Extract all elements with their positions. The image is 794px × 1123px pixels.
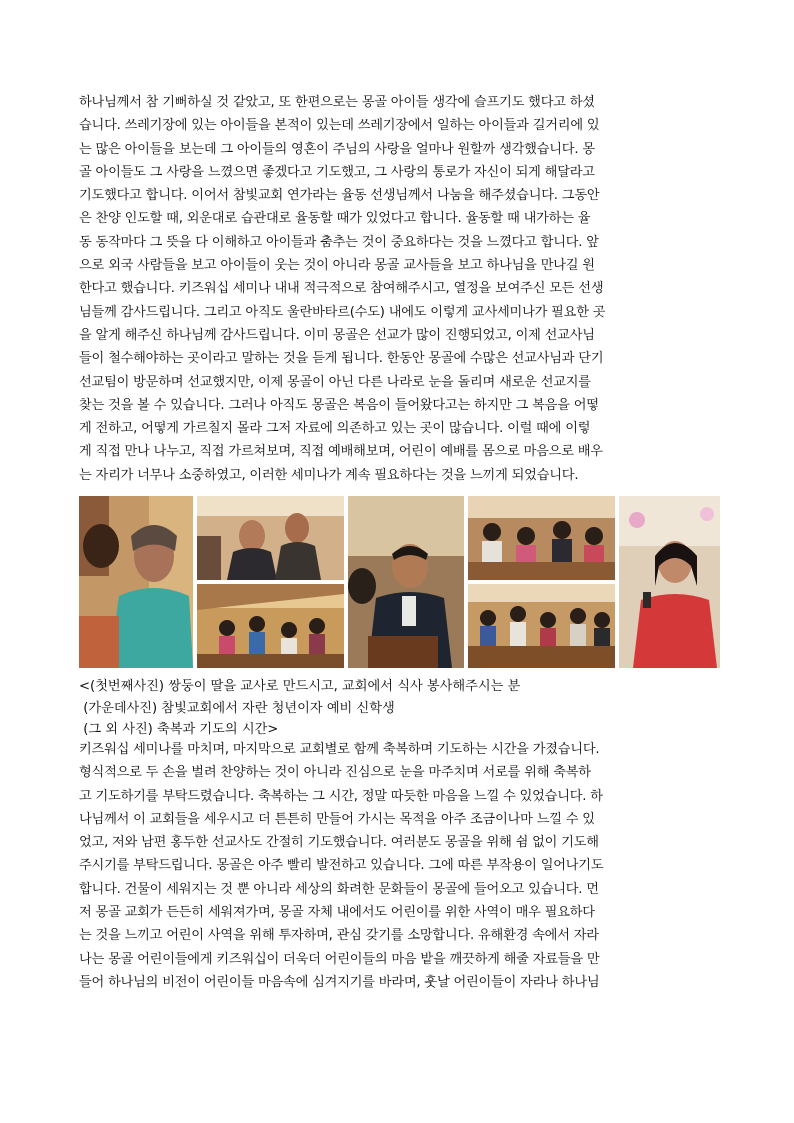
text-line: 게 직접 만나 나누고, 직접 가르쳐보며, 직접 예배해보며, 어린이 예배를 몸으로 마음으로 배우 bbox=[79, 444, 603, 460]
text-line: 들어 하나님의 비전이 어린이들 마음속에 심겨지기를 바라며, 훗날 어린이들이 자라나 하나님 bbox=[79, 974, 600, 990]
text-line: 키즈워십 세미나를 마치며, 마지막으로 교회별로 함께 축복하며 기도하는 시간을 가졌습니다. bbox=[79, 742, 600, 757]
text-line: 들이 철수해야하는 곳이라고 말하는 것을 듣게 됩니다. 한동안 몽골에 수많은 선교사님과 단기 bbox=[79, 351, 604, 367]
text-line: 님들께 감사드립니다. 그리고 아직도 울란바타르(수도) 내에도 이렇게 교사세미나가 필요한 곳 bbox=[79, 304, 606, 320]
photo-blessing-1 bbox=[197, 496, 344, 580]
text-line: 습니다. 쓰레기장에 있는 아이들을 본적이 있는데 쓰레기장에서 일하는 아이들과 길거리에 있 bbox=[79, 118, 600, 134]
text-line: 주시기를 부탁드립니다. 몽골은 아주 빨리 발전하고 있습니다. 그에 따른 부작용이 일어나기도 bbox=[79, 858, 604, 874]
text-line: 은 찬양 인도할 때, 외운대로 습관대로 율동할 때가 있었다고 합니다. 율동할 때 내가하는 율 bbox=[79, 211, 591, 227]
photo-meal-volunteer bbox=[79, 496, 193, 668]
text-line: 기도했다고 합니다. 이어서 참빛교회 연가라는 율동 선생님께서 나눔을 해주셨습니다. 그동안 bbox=[79, 188, 600, 204]
body-paragraph-1 bbox=[79, 91, 719, 487]
text-line: 찾는 것을 볼 수 있습니다. 그러나 아직도 몽골은 복음이 들어왔다고는 하지만 그 복음을 어떻 bbox=[79, 397, 599, 413]
text-line: 형식적으로 두 손을 벌려 찬양하는 것이 아니라 진심으로 눈을 마주치며 서로를 위해 축복하 bbox=[79, 765, 591, 781]
photo-blessing-2 bbox=[197, 584, 344, 668]
text-line: 으로 외국 사람들을 보고 아이들이 웃는 것이 아니라 몽골 교사들을 보고 하나님을 만나길 원 bbox=[79, 258, 595, 274]
text-line: 는 자리가 너무나 소중하였고, 이러한 세미나가 계속 필요하다는 것을 느끼게 되었습니다. bbox=[79, 467, 579, 483]
photo-caption bbox=[79, 676, 520, 741]
photo-blessing-4 bbox=[468, 584, 615, 668]
text-line: 을 알게 해주신 하나님께 감사드립니다. 이미 몽골은 선교가 많이 진행되었고, 이제 선교사님 bbox=[79, 327, 595, 343]
text-line: 는 것을 느끼고 어린이 사역을 위해 투자하며, 관심 갖기를 소망합니다. 유해환경 속에서 자라 bbox=[79, 928, 599, 944]
photo-collage bbox=[79, 496, 720, 668]
text-line: 하나님께서 참 기뻐하실 것 같았고, 또 한편으로는 몽골 아이들 생각에 슬프기도 했다고 하셨 bbox=[79, 95, 595, 110]
caption-line: (가운데사진) 참빛교회에서 자란 청년이자 예비 신학생 bbox=[79, 700, 395, 716]
photo-blessing-3 bbox=[468, 496, 615, 580]
text-line: 나님께서 이 교회들을 세우시고 더 튼튼히 만들어 가시는 목적을 아주 조금이나마 느낄 수 있 bbox=[79, 811, 595, 827]
text-line: 는 많은 아이들을 보는데 그 아이들의 영혼이 주님의 사랑을 얼마나 원할까 생각했습니다. 몽 bbox=[79, 141, 595, 157]
text-line: 합니다. 건물이 세워지는 것 뿐 아니라 세상의 화려한 문화들이 몽골에 들어오고 있습니다. 먼 bbox=[79, 881, 599, 897]
caption-line: <(첫번째사진) 쌍둥이 딸을 교사로 만드시고, 교회에서 식사 봉사해주시는 분 bbox=[79, 679, 521, 694]
text-line: 동 동작마다 그 뜻을 다 이해하고 아이들과 춤추는 것이 중요하다는 것을 느꼈다고 합니다. 앞 bbox=[79, 234, 599, 250]
caption-line: (그 외 사진) 축복과 기도의 시간> bbox=[79, 722, 279, 737]
photo-seminary-student bbox=[348, 496, 464, 668]
text-line: 고 기도하기를 부탁드렸습니다. 축복하는 그 시간, 정말 따듯한 마음을 느낄 수 있었습니다. 하 bbox=[79, 788, 603, 804]
body-paragraph-2 bbox=[79, 738, 719, 994]
text-line: 골 아이들도 그 사랑을 느꼈으면 좋겠다고 기도했고, 그 사랑의 통로가 자신이 되게 해달라고 bbox=[79, 164, 595, 180]
text-line: 었고, 저와 남편 홍두한 선교사도 간절히 기도했습니다. 여러분도 몽골을 위해 쉼 없이 기도해 bbox=[79, 835, 599, 851]
text-line: 게 전하고, 어떻게 가르칠지 몰라 그저 자료에 의존하고 있는 곳이 많습니다. 이럴 때에 이렇 bbox=[79, 421, 591, 437]
text-line: 저 몽골 교회가 든든히 세워져가며, 몽골 자체 내에서도 어린이를 위한 사역이 매우 필요하다 bbox=[79, 905, 595, 921]
photo-blessing-5 bbox=[619, 496, 720, 668]
text-line: 선교팀이 방문하며 선교했지만, 이제 몽골이 아닌 다른 나라로 눈을 돌리며 새로운 선교지를 bbox=[79, 374, 591, 390]
text-line: 한다고 했습니다. 키즈워십 세미나 내내 적극적으로 참여해주시고, 열정을 보여주신 모든 선생 bbox=[79, 281, 604, 297]
text-line: 나는 몽골 어린이들에게 키즈워십이 더욱더 어린이들의 마음 밭을 깨끗하게 해줄 자료들을 만 bbox=[79, 951, 600, 967]
